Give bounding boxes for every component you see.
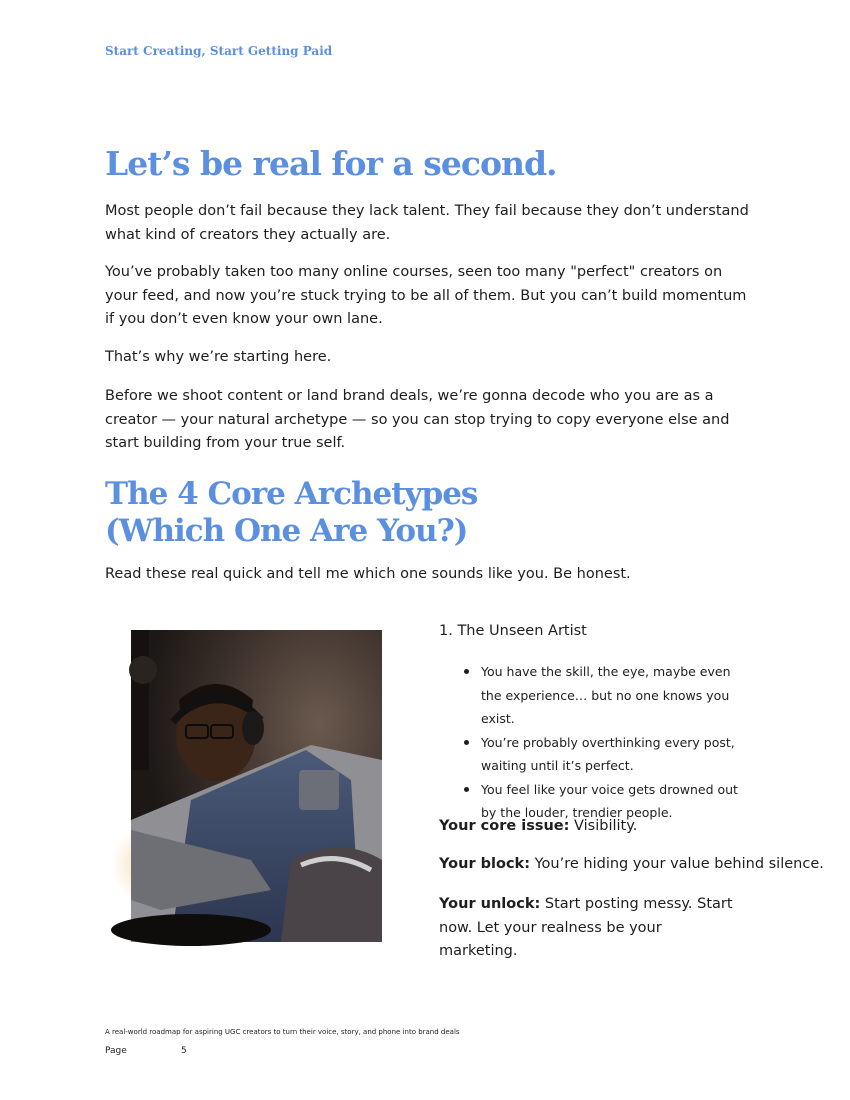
section-heading: Let’s be real for a second. [105, 144, 557, 183]
paragraph: Most people don’t fail because they lack talent. They fail because they don’t understand what kind of creators they actually are. [105, 203, 749, 243]
photo-creator-with-headphones-icon [131, 630, 382, 942]
paragraph: Before we shoot content or land brand deals, we’re gonna decode who you are as a creator — your natural archetype — so you can stop trying to copy everyone else and start building from your true self. [105, 388, 730, 451]
unlock-label: Your unlock: [439, 896, 541, 912]
creator-photo [131, 630, 382, 942]
block-value: You’re hiding your value behind silence. [530, 856, 824, 872]
list-item [462, 731, 762, 778]
core-issue-label: Your core issue: [439, 818, 570, 834]
page-label: Page [105, 1046, 127, 1056]
footer-tagline: A real-world roadmap for aspiring UGC creators to turn their voice, story, and phone into brand deals [105, 1028, 460, 1036]
core-issue [439, 818, 637, 834]
archetype-title: 1. The Unseen Artist [439, 623, 587, 639]
block [439, 856, 824, 872]
archetypes-heading [105, 476, 477, 550]
archetypes-heading-line2: (Which One Are You?) [105, 513, 468, 549]
bullet-text: You feel like your voice gets drowned out by the louder, trendier people. [481, 781, 738, 820]
paragraph: You’ve probably taken too many online courses, seen too many "perfect" creators on your feed, and now you’re stuck trying to be all of them. But you can’t build momentum if you don’t even know your own lane. [105, 264, 747, 327]
archetypes-intro: Read these real quick and tell me which one sounds like you. Be honest. [105, 566, 631, 582]
unlock-value: Start posting messy. Start now. Let your realness be your marketing. [439, 896, 733, 959]
block-label: Your block: [439, 856, 531, 872]
archetype-bullet-list [462, 660, 762, 825]
page-number-value: 5 [181, 1046, 187, 1056]
bullet-text: You have the skill, the eye, maybe even the experience… but no one knows you exist. [481, 664, 731, 726]
paragraph: That’s why we’re starting here. [105, 349, 332, 365]
page-number [105, 1046, 187, 1056]
archetypes-heading-line1: The 4 Core Archetypes [105, 476, 478, 512]
list-item [462, 660, 762, 731]
bullet-text: You’re probably overthinking every post, waiting until it’s perfect. [481, 734, 735, 773]
core-issue-value: Visibility. [569, 818, 638, 834]
unlock [439, 893, 739, 964]
running-title: Start Creating, Start Getting Paid [105, 44, 333, 58]
